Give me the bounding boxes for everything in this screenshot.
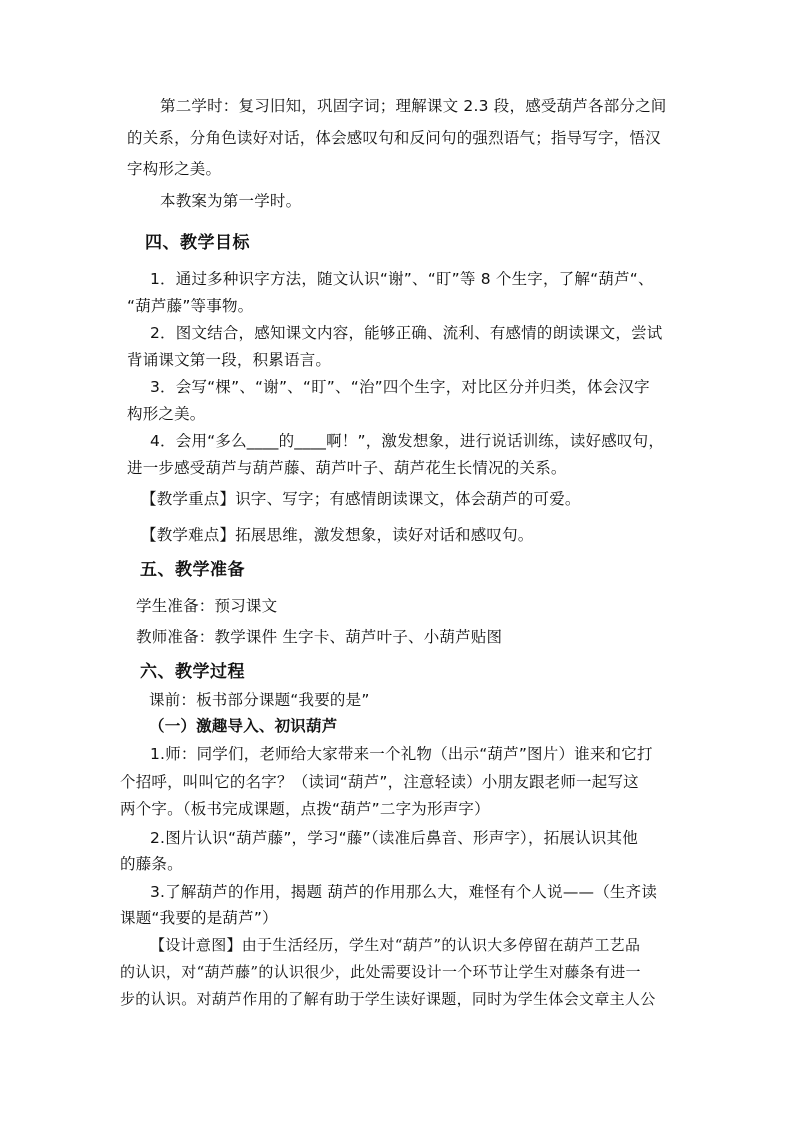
prep-student: 学生准备：预习课文 — [136, 597, 278, 615]
step-3-line-2: 课题“我要的是葫芦”） — [120, 909, 278, 927]
goal-1-line-1: 1．通过多种识字方法，随文认识“谢”、“盯”等 8 个生字，了解“葫芦“、 — [150, 270, 654, 288]
design-intent-line-1: 【设计意图】由于生活经历，学生对“葫芦”的认识大多停留在葫芦工艺品 — [150, 936, 641, 954]
heading-teaching-process: 六、教学过程 — [140, 662, 245, 682]
lesson2-line-2: 的关系，分角色读好对话，体会感叹句和反问句的强烈语气；指导写字，悟汉 — [127, 129, 661, 147]
goal-3-line-2: 构形之美。 — [127, 405, 206, 423]
step-1-line-3: 两个字。（板书完成课题，点拨“葫芦”二字为形声字） — [120, 800, 490, 818]
lesson2-line-3: 字构形之美。 — [127, 160, 222, 178]
prep-teacher: 教师准备：教学课件 生字卡、葫芦叶子、小葫芦贴图 — [136, 628, 503, 646]
goal-2-line-1: 2．图文结合，感知课文内容，能够正确、流利、有感情的朗读课文，尝试 — [150, 324, 663, 342]
heading-teaching-prep: 五、教学准备 — [140, 560, 245, 580]
step-3-line-1: 3.了解葫芦的作用，揭题 葫芦的作用那么大，难怪有个人说——（生齐读 — [150, 883, 658, 901]
lesson2-line-1: 第二学时：复习旧知，巩固字词；理解课文 2.3 段，感受葫芦各部分之间 — [160, 97, 667, 115]
goal-1-line-2: “葫芦藤”等事物。 — [127, 297, 254, 315]
pre-class: 课前：板书部分课题“我要的是” — [149, 691, 370, 709]
goal-4-line-2: 进一步感受葫芦与葫芦藤、葫芦叶子、葫芦花生长情况的关系。 — [127, 459, 567, 477]
goal-4-line-1: 4．会用“多么____的____啊！”，激发想象，进行说话训练，读好感叹句， — [150, 432, 665, 450]
step-1-line-2: 个招呼，叫叫它的名字？（读词“葫芦”，注意轻读）小朋友跟老师一起写这 — [120, 773, 639, 791]
design-intent-line-3: 步的认识。对葫芦作用的了解有助于学生读好课题，同时为学生体会文章主人公 — [120, 990, 656, 1008]
step-1-line-1: 1.师：同学们，老师给大家带来一个礼物（出示“葫芦”图片）谁来和它打 — [150, 745, 653, 763]
lesson-note: 本教案为第一学时。 — [160, 192, 302, 210]
key-point: 【教学重点】识字、写字；有感情朗读课文，体会葫芦的可爱。 — [141, 490, 581, 508]
step-2-line-1: 2.图片认识“葫芦藤”，学习“藤”（读准后鼻音、形声字），拓展认识其他 — [150, 829, 638, 847]
step-2-line-2: 的藤条。 — [120, 855, 183, 873]
sub-heading-intro: （一）激趣导入、初识葫芦 — [149, 717, 338, 735]
goal-3-line-1: 3．会写“棵”、“谢”、“盯”、“治”四个生字，对比区分并归类，体会汉字 — [150, 378, 650, 396]
goal-2-line-2: 背诵课文第一段，积累语言。 — [127, 351, 332, 369]
design-intent-line-2: 的认识，对“葫芦藤”的认识很少，此处需要设计一个环节让学生对藤条有进一 — [120, 963, 641, 981]
heading-teaching-goals: 四、教学目标 — [145, 233, 250, 253]
difficult-point: 【教学难点】拓展思维，激发想象，读好对话和感叹句。 — [141, 526, 534, 544]
